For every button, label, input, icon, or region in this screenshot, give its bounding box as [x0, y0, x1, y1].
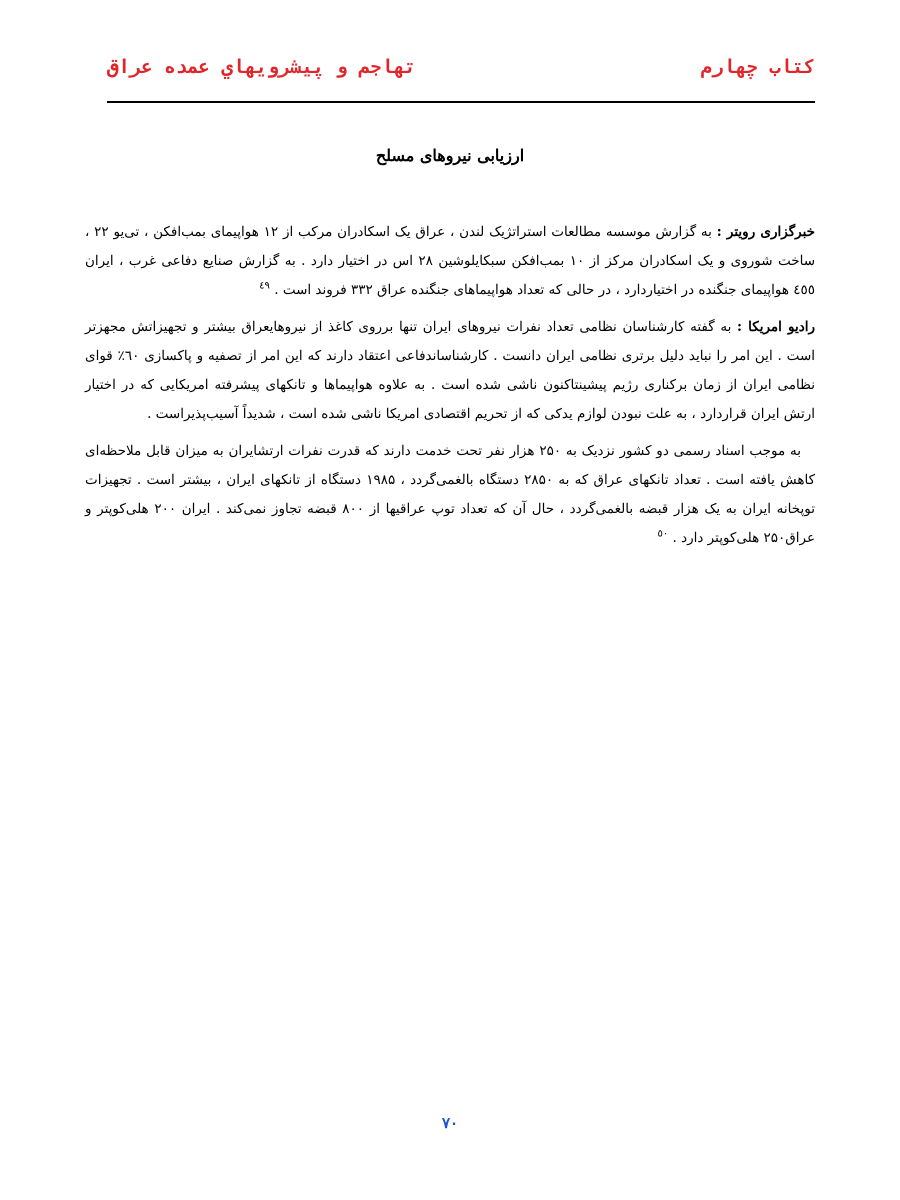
page-number: ۷۰	[441, 1114, 459, 1132]
body-text	[85, 218, 815, 561]
paragraph-text: به گفته کارشناسان نظامی تعداد نفرات نیروهای ایران تنها برروی کاغذ از نیروهایعراق بیشتر و تجهیزاتش مجهزتر است . این امر را نباید دلیل برتری نظامی ایران دانست . کارشناساندفاعی اعتقاد دارند که این امر از تصفیه و پاکسازی ٦۰٪ قوای نظامی ایران از زمان برکناری رژیم پیشینتاکنون ناشی شده است . به علاوه هواپیماها و تانکهای پیشرفته امریکایی که در اختیار ارتش ایران قراردارد ، به علت نبودن لوازم یدکی که از تحریم اقتصادی امریکا ناشی شده است ، شدیداً آسیب‌پذیراست .	[85, 319, 816, 422]
book-label: كتاب چهارم	[700, 56, 815, 78]
footnote-ref: ٤٩	[259, 280, 270, 292]
paragraph-text: به گزارش موسسه مطالعات استراتژیک لندن ، عراق یک اسکادران مرکب از ۱۲ هواپیمای بمب‌افکن ، تی‌یو ۲۲ ، ساخت شوروی و یک اسکادران مرکز از ۱۰ بمب‌افکن سبکایلوشین ۲۸ اس در اختیار دارد . به گزارش صنایع دفاعی غرب ، ایران ٤٥٥ هواپیمای جنگنده در اختیاردارد ، در حالی که تعداد هواپیماهای جنگنده عراق ۳۳۲ فروند است .	[85, 224, 816, 298]
paragraph-official-documents	[85, 437, 815, 553]
chapter-label: تهاجم و پيشرويهاي عمده عراق	[107, 56, 416, 78]
paragraph-radio-america	[85, 313, 815, 429]
page-header	[107, 56, 815, 90]
footnote-ref: ٥۰	[657, 528, 669, 540]
section-title: ارزیابی نیروهای مسلح	[375, 146, 525, 165]
paragraph-lead: رادیو امریکا :	[737, 319, 815, 335]
paragraph-lead: خبرگزاری رویتر :	[716, 224, 816, 240]
paragraph-reuters	[85, 218, 815, 305]
header-divider	[107, 101, 815, 103]
paragraph-text: به موجب اسناد رسمی دو کشور نزدیک به ۲۵۰ هزار نفر تحت خدمت دارند که قدرت نفرات ارتشایران به میزان قابل ملاحظه‌ای کاهش یافته است . تعداد تانکهای عراق که به ۲۸۵۰ دستگاه بالغمی‌گردد ، ۱۹۸۵ دستگاه از تانکهای ایران ، بیشتر است . تجهیزات توپخانه ایران به یک هزار قبضه بالغمی‌گردد ، حال آن که تعداد توپ عراقیها از ۸۰۰ قبضه تجاوز نمی‌کند . ایران ۲۰۰ هلی‌کوپتر و عراق۲۵۰ هلی‌کوپتر دارد .	[85, 443, 816, 546]
